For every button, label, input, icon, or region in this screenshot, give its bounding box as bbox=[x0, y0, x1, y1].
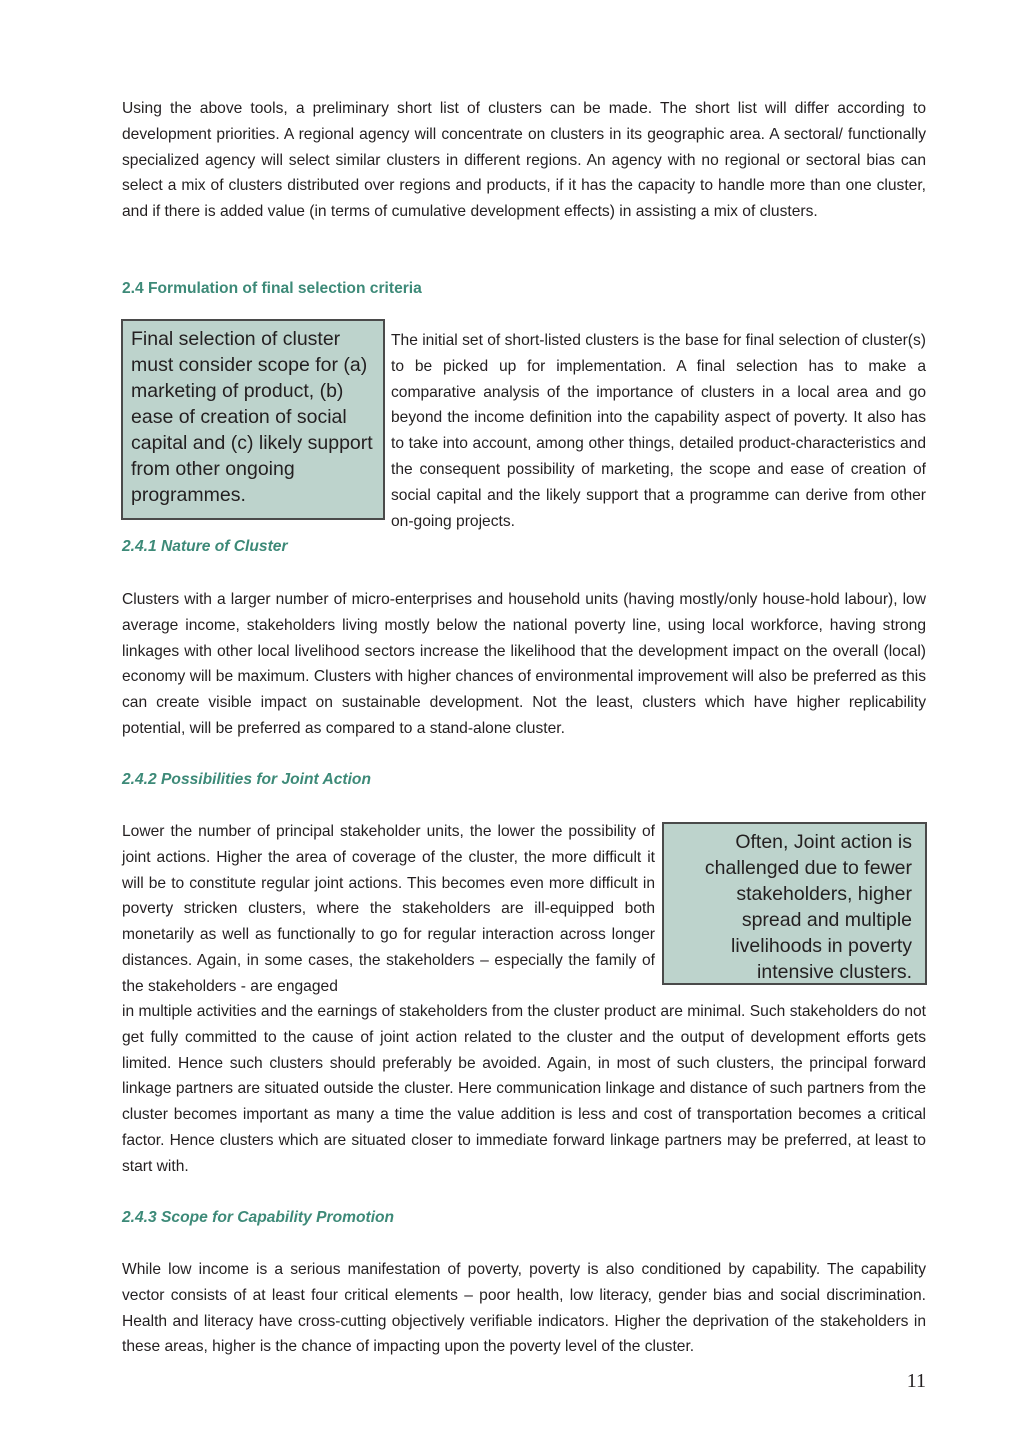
section-heading-2-4-1: 2.4.1 Nature of Cluster bbox=[122, 538, 288, 555]
joint-action-paragraph-part2: in multiple activities and the earnings of stakeholders from the cluster product are minimal. Such stakeholders do not get fully committed to the cause of joint action related to the cluster and the output of development efforts gets limited. Hence such clusters should preferably be avoided. Again, in most of such clusters, the principal forward linkage partners are situated outside the cluster. Here communication linkage and distance of such partners from the cluster becomes important as many a time the value addition is less and cost of transportation becomes a critical factor. Hence clusters which are situated closer to immediate forward linkage partners may be preferred, at least to start with. bbox=[122, 1003, 926, 1175]
formulation-paragraph: The initial set of short-listed clusters is the base for final selection of cluster(s) to be picked up for implementation. A final selection has to make a comparative analysis of the importance of clusters in a local area and go beyond the income definition into the capability aspect of poverty. It also has to take into account, among other things, detailed product-characteristics and the consequent possibility of marketing, the scope and ease of creation of social capital and the likely support that a programme can derive from other on-going projects. bbox=[391, 332, 926, 530]
intro-paragraph: Using the above tools, a preliminary short list of clusters can be made. The short list will differ according to development priorities. A regional agency will concentrate on clusters in its geographic area. A sectoral/ functionally specialized agency will select similar clusters in different regions. An agency with no regional or sectoral bias can select a mix of clusters distributed over regions and products, if it has the capacity to handle more than one cluster, and if there is added value (in terms of cumulative development effects) in assisting a mix of clusters. bbox=[122, 100, 926, 221]
capability-paragraph: While low income is a serious manifestation of poverty, poverty is also conditioned by capability. The capability vector consists of at least four critical elements – poor health, low literacy, gender bias and social discrimination. Health and literacy have cross-cutting objectively verifiable indicators. Higher the deprivation of the stakeholders in these areas, higher is the chance of impacting upon the poverty level of the cluster. bbox=[122, 1261, 926, 1356]
callout-joint-action-text: Often, Joint action is challenged due to fewer stakeholders, higher spread and multiple livelihoods in poverty intensive clusters. bbox=[704, 831, 912, 983]
section-heading-2-4-3: 2.4.3 Scope for Capability Promotion bbox=[122, 1209, 395, 1226]
callout-final-selection bbox=[121, 319, 385, 520]
section-heading-2-4-2: 2.4.2 Possibilities for Joint Action bbox=[122, 771, 371, 788]
nature-paragraph: Clusters with a larger number of micro-enterprises and household units (having mostly/only house-hold labour), low average income, stakeholders living mostly below the national poverty line, using local workforce, having strong linkages with other local livelihood sectors increase the likelihood that the development impact on the overall (local) economy will be maximum. Clusters with higher chances of environmental improvement will also be preferred as this can create visible impact on sustainable development. Not the least, clusters which have higher replicability potential, will be preferred as compared to a stand-alone cluster. bbox=[122, 591, 926, 737]
callout-final-selection-text: Final selection of cluster must consider scope for (a) marketing of product, (b) ease of creation of social capital and (c) likely support from other ongoing programmes. bbox=[131, 328, 373, 506]
callout-joint-action bbox=[662, 822, 927, 985]
section-heading-2-4: 2.4 Formulation of final selection criteria bbox=[122, 280, 422, 297]
page-number: 11 bbox=[906, 1370, 926, 1392]
joint-action-paragraph-part1: Lower the number of principal stakeholder units, the lower the possibility of joint actions. Higher the area of coverage of the cluster, the more difficult it will be to constitute regular joint actions. This becomes even more difficult in poverty stricken clusters, where the stakeholders are ill-equipped both monetarily as well as functionally to go for regular interaction across longer distances. Again, in some cases, the stakeholders – especially the family of the stakeholders - are engaged bbox=[122, 823, 655, 995]
